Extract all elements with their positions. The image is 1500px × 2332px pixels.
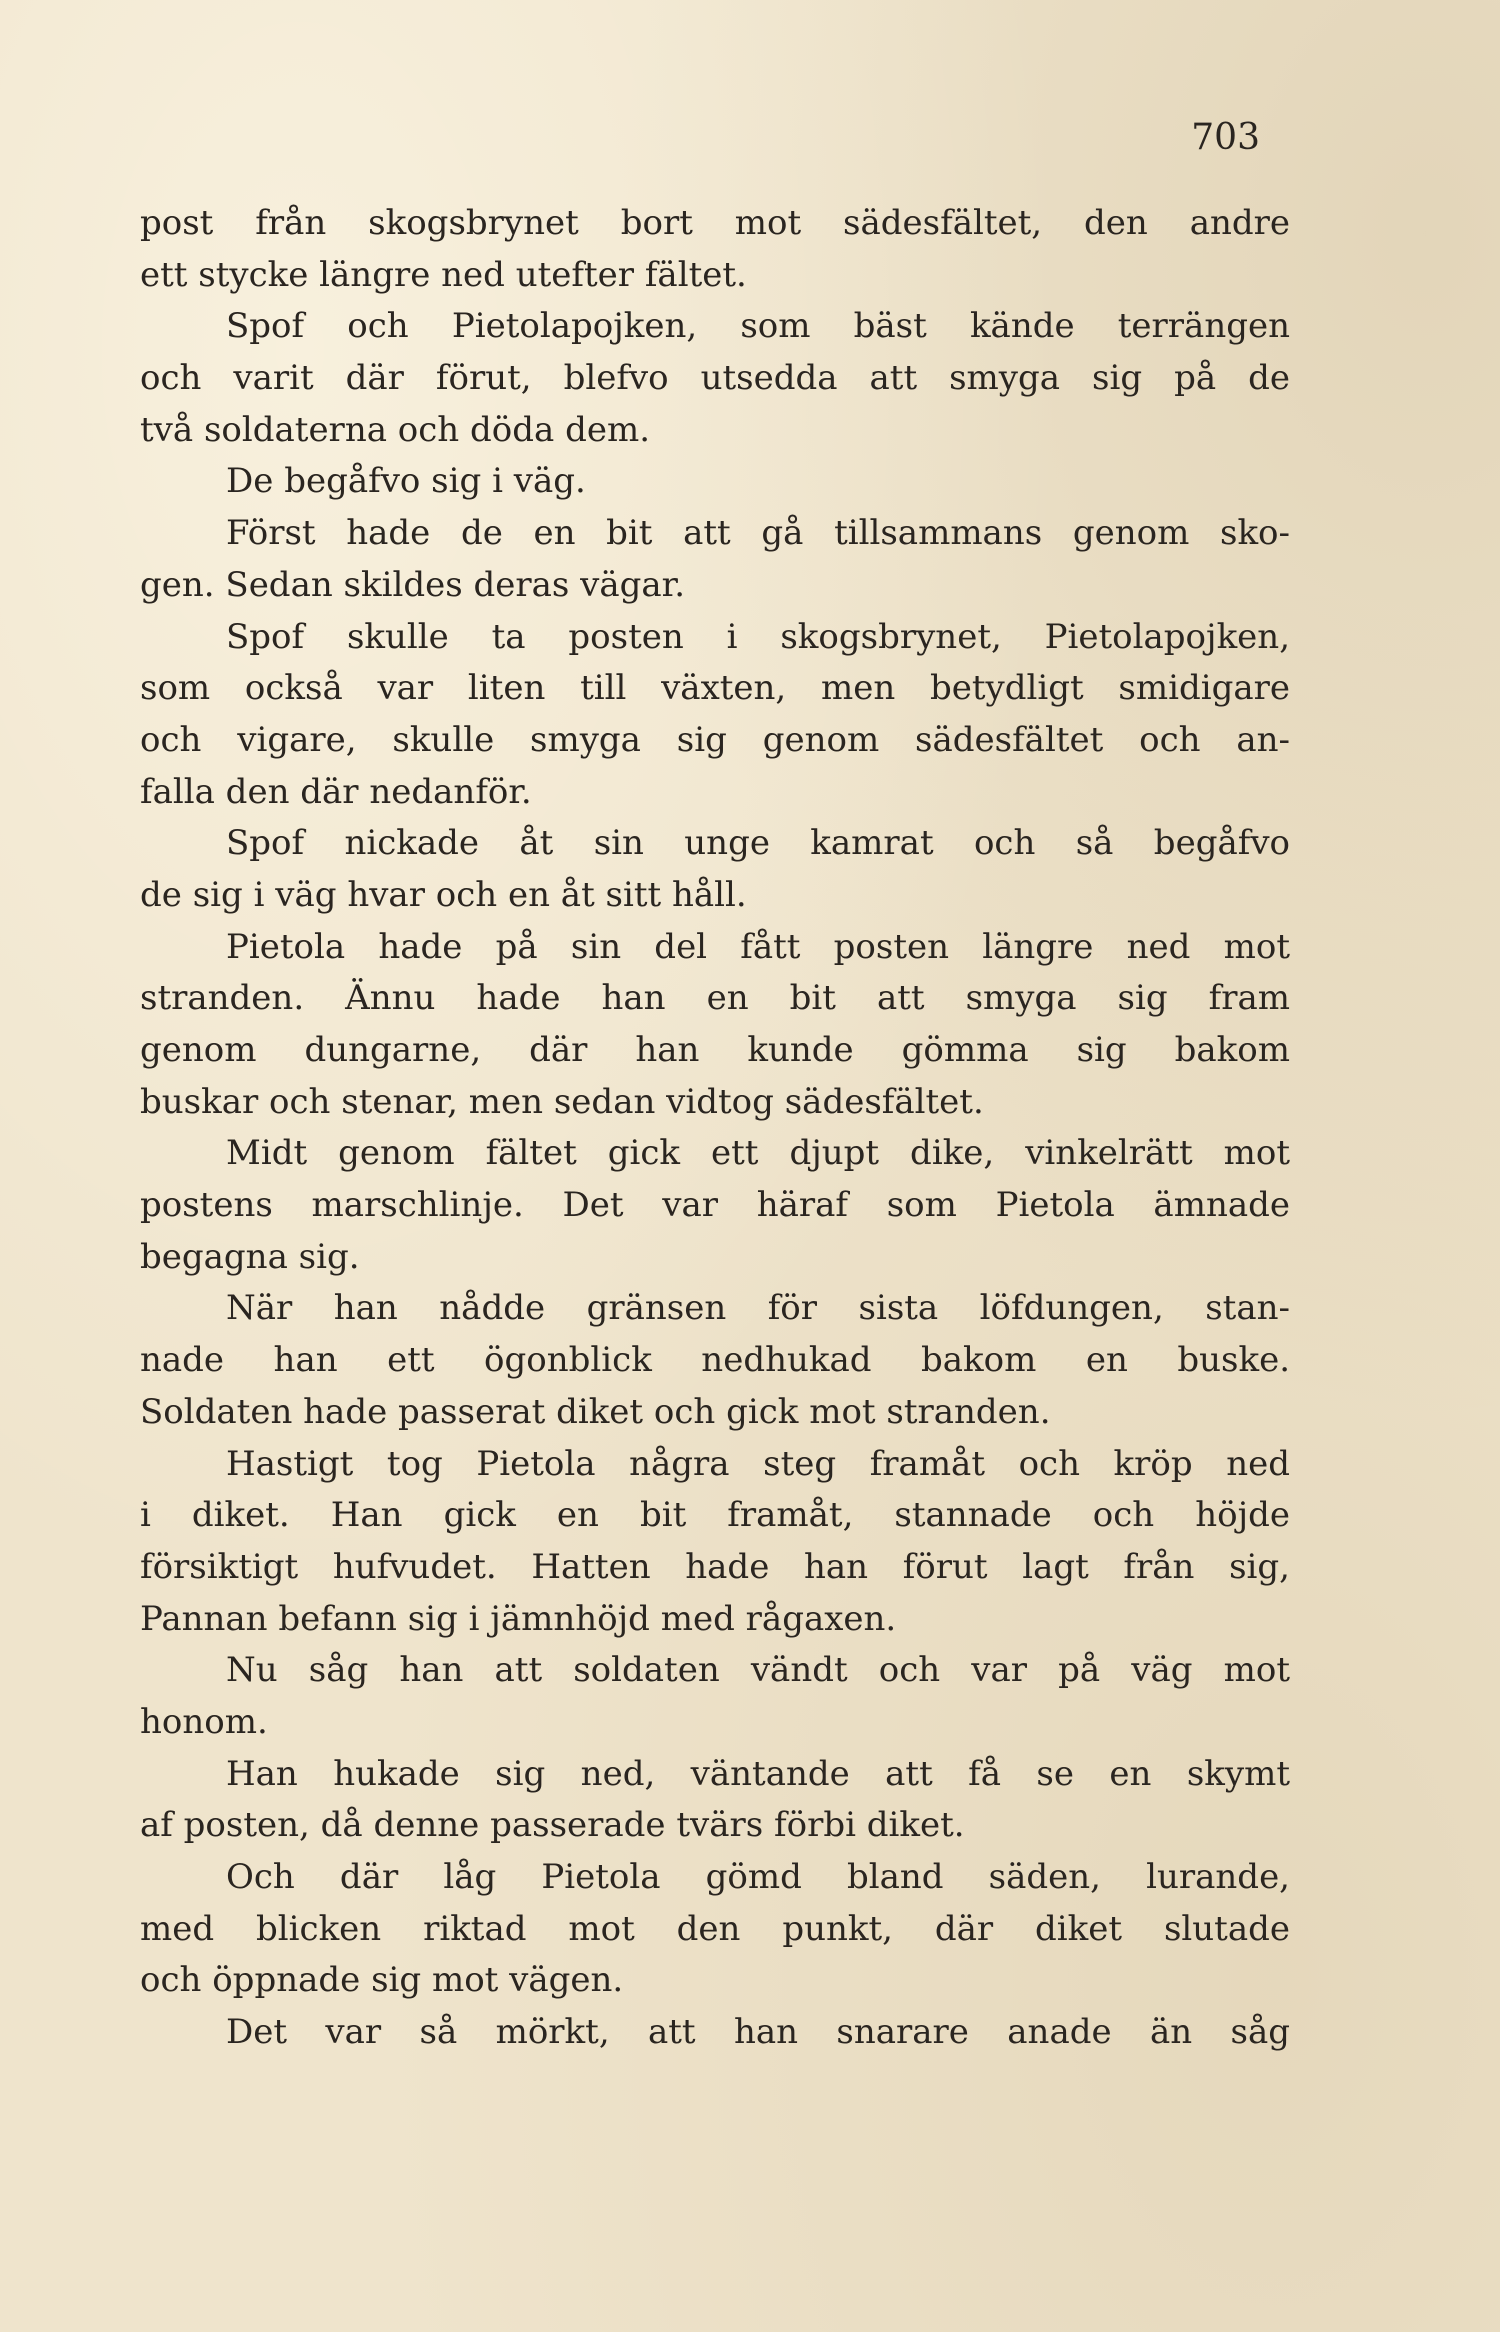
page-number: 703 — [1191, 117, 1260, 158]
text-line: i diket. Han gick en bit framåt, stannade och höjde — [140, 1495, 1290, 1536]
text-line: Pietola hade på sin del fått posten längre ned mot — [226, 926, 1290, 967]
text-line: Först hade de en bit att gå tillsammans genom sko- — [226, 513, 1290, 554]
text-line: buskar och stenar, men sedan vidtog sädesfältet. — [140, 1081, 984, 1122]
text-line: Hastigt tog Pietola några steg framåt och kröp ned — [226, 1443, 1290, 1484]
text-line: genom dungarne, där han kunde gömma sig bakom — [140, 1030, 1290, 1070]
text-line: honom. — [140, 1701, 268, 1742]
text-line: stranden. Ännu hade han en bit att smyga sig fram — [140, 978, 1290, 1019]
text-line: post från skogsbrynet bort mot sädesfältet, den andre — [140, 203, 1290, 243]
text-line: som också var liten till växten, men betydligt smidigare — [140, 668, 1290, 709]
text-line: De begåfvo sig i väg. — [226, 461, 586, 502]
text-line: med blicken riktad mot den punkt, där diket slutade — [140, 1908, 1290, 1949]
text-line: och öppnade sig mot vägen. — [140, 1960, 624, 2001]
text-line: två soldaterna och döda dem. — [140, 409, 651, 450]
text-line: Spof och Pietolapojken, som bäst kände terrängen — [226, 306, 1290, 347]
text-line: och vigare, skulle smyga sig genom sädesfältet och an- — [140, 719, 1290, 760]
text-line: försiktigt hufvudet. Hatten hade han förut lagt från sig, — [140, 1546, 1290, 1587]
text-line: falla den där nedanför. — [140, 771, 532, 812]
text-line: begagna sig. — [140, 1236, 360, 1277]
text-line: Han hukade sig ned, väntande att få se en skymt — [226, 1753, 1290, 1794]
text-line: de sig i väg hvar och en åt sitt håll. — [140, 874, 747, 915]
text-line: Pannan befann sig i jämnhöjd med rågaxen. — [140, 1598, 897, 1639]
body-text — [140, 198, 1290, 2059]
text-line: gen. Sedan skildes deras vägar. — [140, 564, 685, 605]
text-line: Och där låg Pietola gömd bland säden, lurande, — [226, 1857, 1290, 1897]
text-line: af posten, då denne passerade tvärs förbi diket. — [140, 1805, 965, 1846]
text-line: Det var så mörkt, att han snarare anade än såg — [226, 2012, 1290, 2053]
text-line: Spof skulle ta posten i skogsbrynet, Pietolapojken, — [226, 616, 1290, 657]
text-line: Soldaten hade passerat diket och gick mot stranden. — [140, 1391, 1051, 1432]
text-line: postens marschlinje. Det var häraf som Pietola ämnade — [140, 1185, 1290, 1226]
text-line: nade han ett ögonblick nedhukad bakom en buske. — [140, 1340, 1290, 1381]
text-line: Nu såg han att soldaten vändt och var på väg mot — [226, 1650, 1290, 1691]
text-line: När han nådde gränsen för sista löfdungen, stan- — [226, 1288, 1290, 1329]
text-line: Spof nickade åt sin unge kamrat och så begåfvo — [226, 823, 1290, 864]
text-line: ett stycke längre ned utefter fältet. — [140, 254, 747, 295]
text-line: Midt genom fältet gick ett djupt dike, vinkelrätt mot — [226, 1133, 1290, 1174]
text-line: och varit där förut, blefvo utsedda att smyga sig på de — [140, 358, 1290, 399]
